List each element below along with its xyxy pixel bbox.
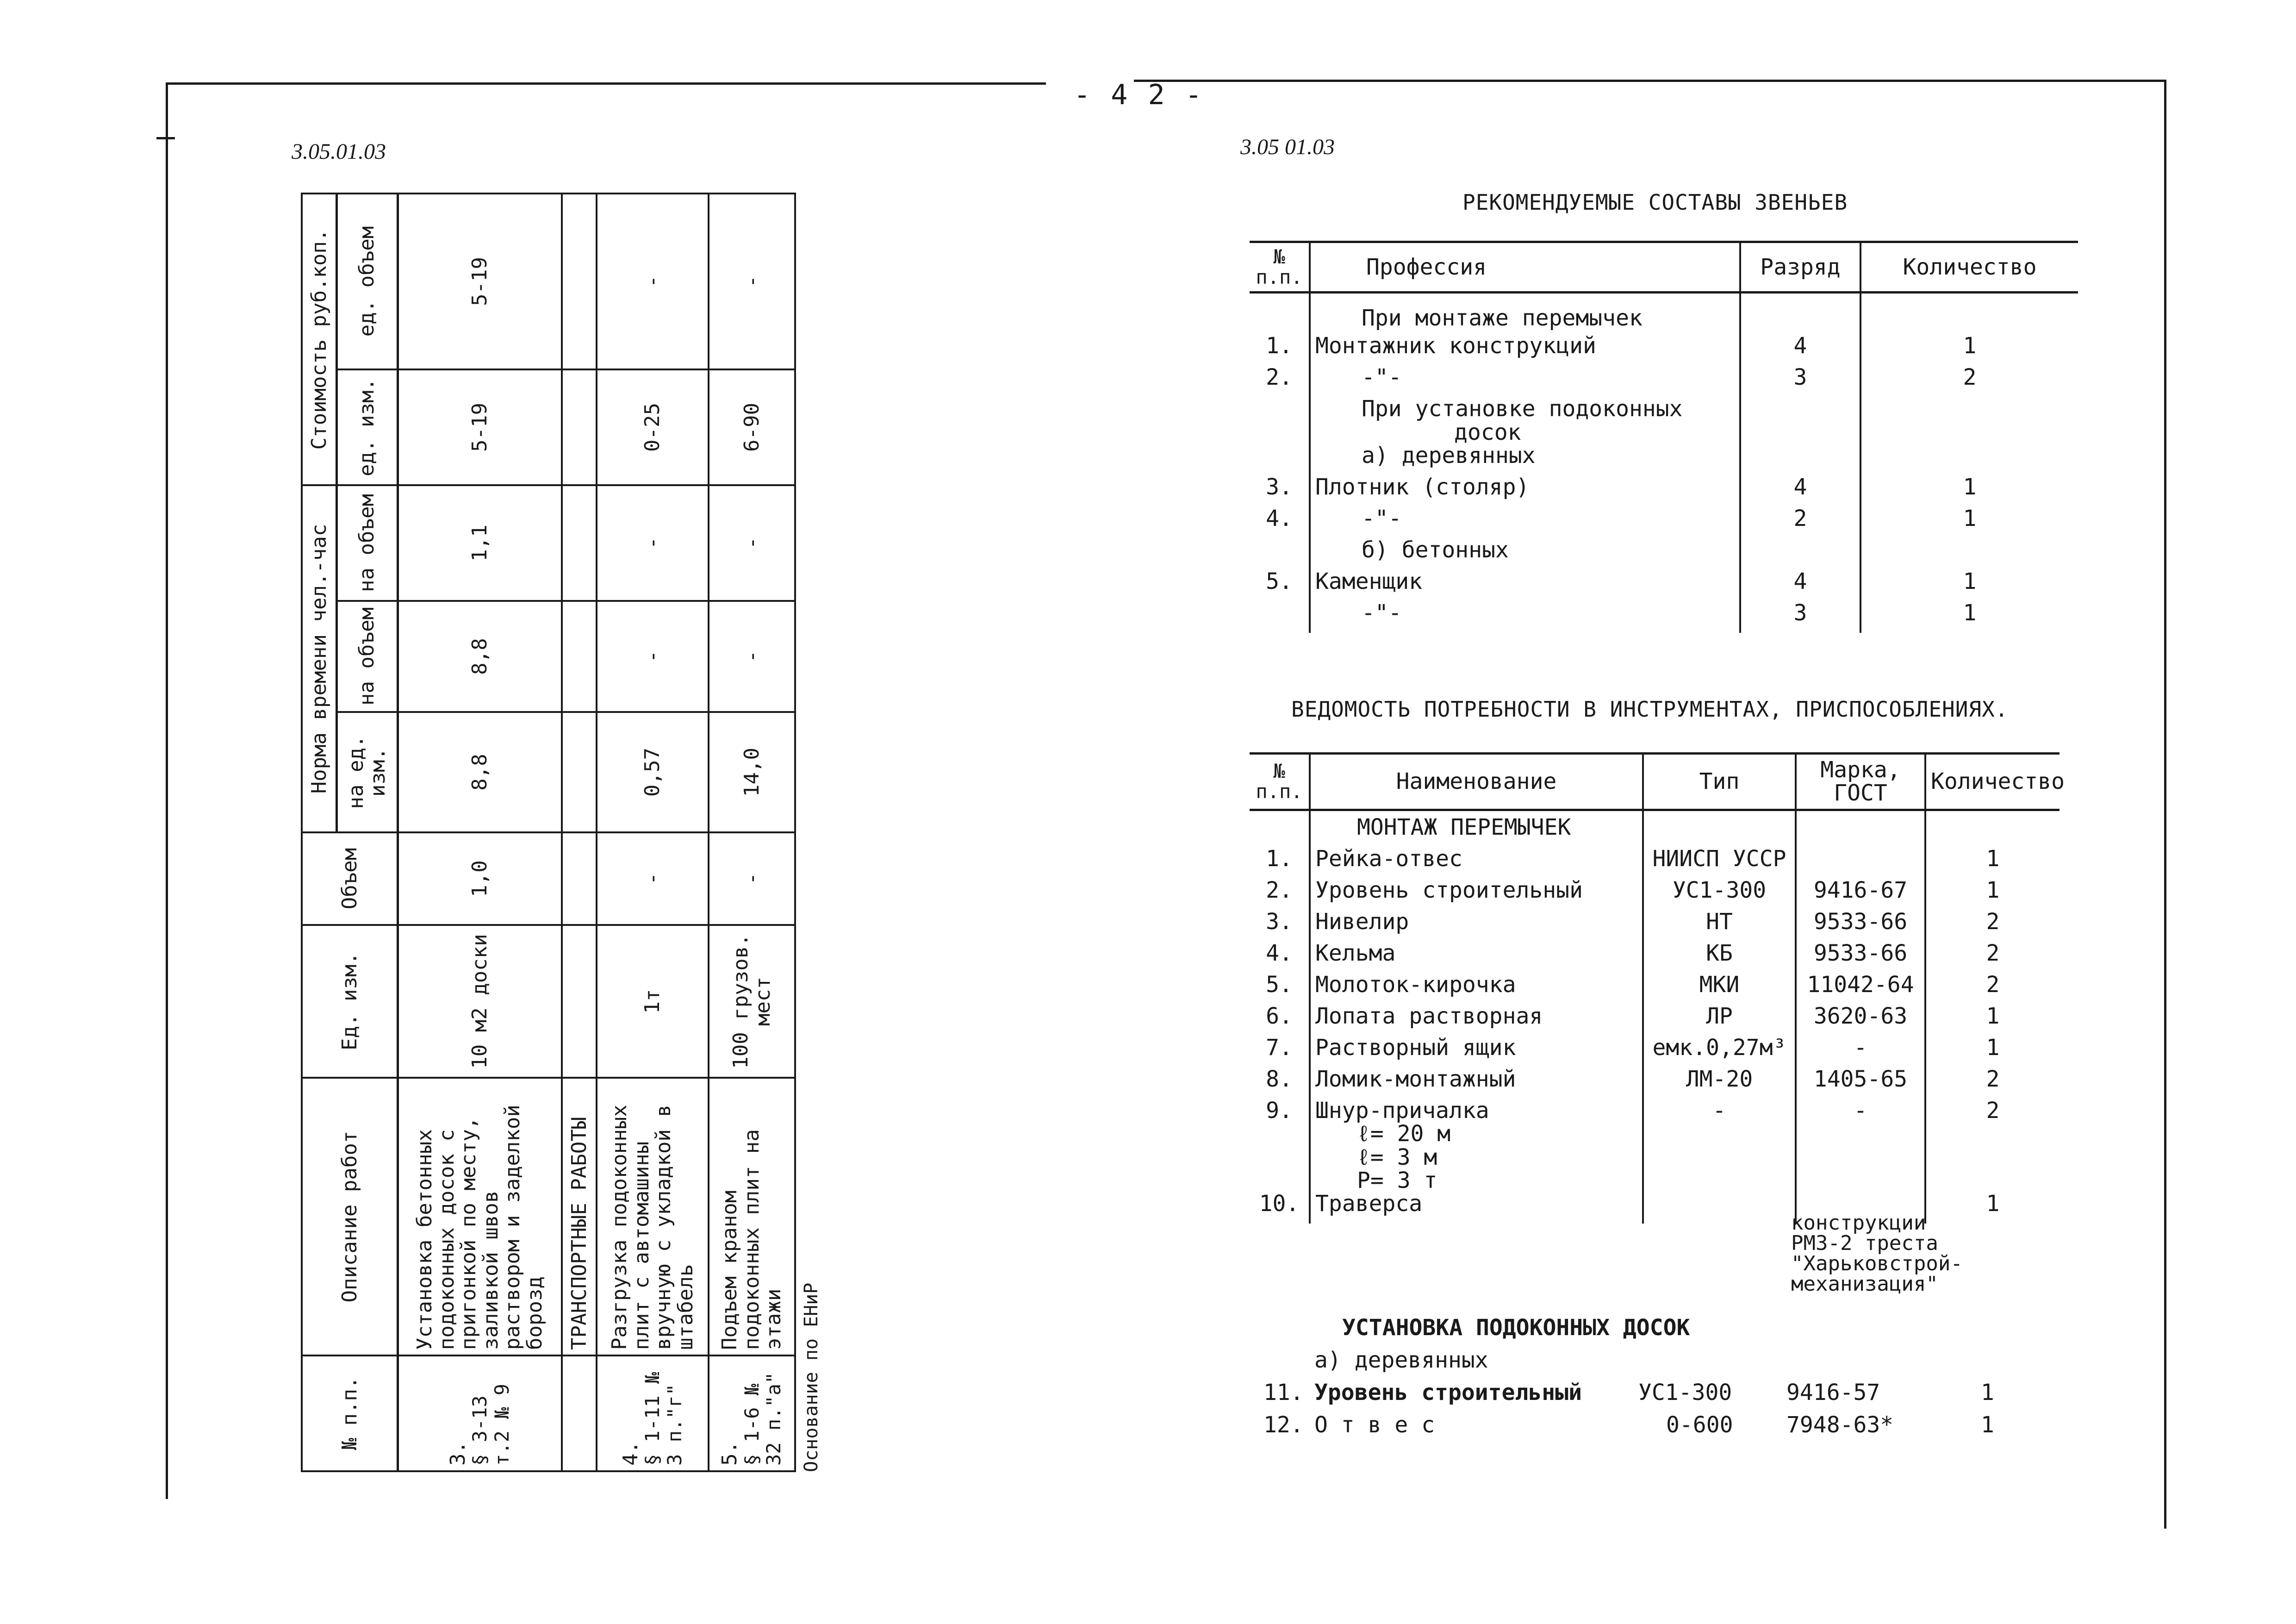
row-norm-unit: 14,0 — [709, 712, 795, 832]
row-volume: - — [709, 832, 795, 925]
header-norm-vol2: на объем — [336, 485, 398, 601]
cord-length-2: ℓ= 3 м — [1357, 1144, 1437, 1170]
tools-section2a: а) деревянных — [1314, 1347, 1488, 1373]
crew-profession: Плотник (столяр) — [1310, 475, 1740, 507]
tool-mark: 3620-63 — [1796, 1005, 1925, 1036]
tool-type: 0-600 — [1666, 1412, 1733, 1438]
crew-profession: -"- — [1310, 601, 1740, 633]
row-description: Установка бетонных подоконных досок с пригонкой по месту, заливкой швов раствором и заделкой борозд — [398, 1078, 562, 1355]
tool-qty: 1 — [1925, 847, 2060, 879]
crew-grade: 4 — [1740, 334, 1860, 366]
tool-qty: 2 — [1925, 973, 2060, 1005]
row-norm-vol: - — [709, 601, 795, 712]
crew-table — [1250, 241, 2078, 633]
frame-top-right — [1134, 80, 2166, 82]
row-num: 5. — [718, 1441, 742, 1466]
tool-name: Ломик-монтажный — [1310, 1068, 1643, 1099]
table-row — [1250, 475, 2078, 507]
row-norm-unit: 8,8 — [398, 712, 562, 832]
tool-name: Лопата растворная — [1310, 1005, 1643, 1036]
tool-type: емк.0,27м³ — [1643, 1036, 1796, 1068]
tool-num: 8. — [1250, 1068, 1310, 1099]
table-row — [398, 194, 562, 1471]
crew-table-title: РЕКОМЕНДУЕМЫЕ СОСТАВЫ ЗВЕНЬЕВ — [1462, 190, 1848, 215]
row-description: Разгрузка подоконных плит с автомашины вручную с укладкой в штабель — [597, 1078, 709, 1355]
row-norm-vol2: 1,1 — [398, 485, 562, 601]
tool-name: Уровень строительный — [1310, 879, 1643, 910]
crew-header-grade: Разряд — [1740, 242, 1860, 293]
header-volume: Объем — [302, 832, 398, 925]
tool-num: 12. — [1263, 1412, 1304, 1438]
row-norm-unit: 0,57 — [597, 712, 709, 832]
header-norm-group: Норма времени чел.-час — [302, 485, 336, 832]
row-norm-vol: - — [597, 601, 709, 712]
row-norm-vol2: - — [709, 485, 795, 601]
tool-qty: 1 — [1981, 1380, 1994, 1405]
crew-sub4: б) бетонных — [1310, 538, 1740, 570]
table-row — [1250, 910, 2060, 942]
crew-grade: 2 — [1740, 507, 1860, 538]
section-row — [562, 194, 597, 1471]
crew-grade: 3 — [1740, 366, 1860, 397]
tools-table — [1250, 752, 2065, 1224]
table-row — [1250, 847, 2060, 879]
crew-qty: 1 — [1860, 601, 2078, 633]
crew-qty: 2 — [1860, 366, 2078, 397]
basis-header-note — [801, 1283, 822, 1472]
table-row — [709, 194, 795, 1471]
page-number: - 4 2 - — [1074, 79, 1204, 111]
table-row — [1250, 1005, 2060, 1036]
row-basis: § 1-11 № 3 п."г" — [641, 1372, 686, 1466]
tools-section2: УСТАНОВКА ПОДОКОННЫХ ДОСОК — [1342, 1315, 1690, 1341]
row-description: Подъем краном подоконных плит на этажи — [709, 1078, 795, 1355]
tools-header-name: Наименование — [1310, 754, 1643, 810]
tool-row-11 — [1250, 1380, 2060, 1412]
tools-header-type: Тип — [1643, 754, 1796, 810]
crew-grade: 3 — [1740, 601, 1860, 633]
crew-qty: 1 — [1860, 475, 2078, 507]
header-cost-vol: ед. объем — [336, 194, 398, 369]
crew-num: 5. — [1250, 570, 1310, 601]
row-volume: 1,0 — [398, 832, 562, 925]
row-cost-vol: - — [597, 194, 709, 369]
section-row — [1250, 810, 2060, 847]
crew-qty: 1 — [1860, 507, 2078, 538]
header-cost-group: Стоимость руб.коп. — [302, 194, 336, 485]
crew-grade: 4 — [1740, 475, 1860, 507]
tools-section1: МОНТАЖ ПЕРЕМЫЧЕК — [1310, 810, 1643, 847]
rotated-norms-table — [301, 194, 822, 1472]
crew-num: 3. — [1250, 475, 1310, 507]
row-basis: § 1-6 № 32 п."а" — [740, 1372, 785, 1466]
tool-num: 4. — [1250, 942, 1310, 973]
tool-num: 7. — [1250, 1036, 1310, 1068]
doc-code-left: 3.05.01.03 — [292, 139, 386, 164]
tool-num: 9. — [1250, 1099, 1310, 1193]
header-cost-unit: ед. изм. — [336, 369, 398, 485]
crew-profession: Каменщик — [1310, 570, 1740, 601]
frame-tick — [156, 137, 175, 139]
tool-qty: 2 — [1925, 910, 2060, 942]
tool-name: Растворный ящик — [1310, 1036, 1643, 1068]
crew-num: 2. — [1250, 366, 1310, 397]
tool-type: - — [1643, 1099, 1796, 1193]
crew-sub2a: При установке подоконных — [1362, 396, 1683, 422]
tools-header-mark: Марка, ГОСТ — [1796, 754, 1925, 810]
row-cost-unit: 6-90 — [709, 369, 795, 485]
header-basis: Основание по ЕНиР — [801, 1282, 822, 1472]
row-volume: - — [597, 832, 709, 925]
header-norm-unit: на ед. изм. — [336, 712, 398, 832]
table-row — [1250, 942, 2060, 973]
tool-mark — [1796, 847, 1925, 879]
crew-header-qty: Количество — [1860, 242, 2078, 293]
tool-name: Молоток-кирочка — [1310, 973, 1643, 1005]
row-unit: 100 грузов. мест — [709, 925, 795, 1078]
table-row — [1250, 601, 2078, 633]
crew-num — [1250, 601, 1310, 633]
crew-qty: 1 — [1860, 334, 2078, 366]
crew-num: 1. — [1250, 334, 1310, 366]
tool-name: Уровень строительный — [1314, 1380, 1582, 1405]
tool-mark: 1405-65 — [1796, 1068, 1925, 1099]
crew-profession: -"- — [1310, 366, 1740, 397]
tool-num: 6. — [1250, 1005, 1310, 1036]
table-row — [1250, 1036, 2060, 1068]
tool-qty: 1 — [1981, 1412, 1994, 1438]
table-row — [1250, 507, 2078, 538]
tool-type: УС1-300 — [1643, 879, 1796, 910]
tool-qty: 1 — [1925, 879, 2060, 910]
tool-type: НТ — [1643, 910, 1796, 942]
row-cost-unit: 0-25 — [597, 369, 709, 485]
tool-type: УС1-300 — [1638, 1380, 1732, 1405]
sub-heading-row — [1250, 538, 2078, 570]
section-transport: ТРАНСПОРТНЫЕ РАБОТЫ — [562, 1078, 597, 1355]
frame-right — [2164, 80, 2166, 1529]
header-norm-vol: на объем — [336, 601, 398, 712]
crew-profession: -"- — [1310, 507, 1740, 538]
cord-length: ℓ= 20 м — [1357, 1121, 1451, 1147]
header-num: № п.п. — [302, 1355, 398, 1471]
tool-mark: - — [1796, 1099, 1925, 1193]
row-unit: 10 м2 доски — [398, 925, 562, 1078]
table-row — [1250, 570, 2078, 601]
tools-header-qty: Количество — [1925, 754, 2060, 810]
row-basis: § 3-13 т.2 № 9 — [468, 1383, 513, 1466]
doc-code-right: 3.05 01.03 — [1240, 135, 1335, 159]
tools-header-num: № п.п. — [1250, 754, 1310, 810]
tool-mark: 7948-63* — [1786, 1412, 1894, 1438]
tool-type: МКИ — [1643, 973, 1796, 1005]
tool-num: 3. — [1250, 910, 1310, 942]
tool-qty: 2 — [1925, 1068, 2060, 1099]
tool-mark: 9416-57 — [1786, 1380, 1880, 1405]
row-norm-vol: 8,8 — [398, 601, 562, 712]
row-norm-vol2: - — [597, 485, 709, 601]
header-unit: Ед. изм. — [302, 925, 398, 1078]
tool-type: ЛР — [1643, 1005, 1796, 1036]
crew-header-num: № п.п. — [1250, 242, 1310, 293]
tool-num: 10. — [1250, 1192, 1310, 1224]
crew-num: 4. — [1250, 507, 1310, 538]
tool-mark: 9533-66 — [1796, 910, 1925, 942]
tool-type: НИИСП УССР — [1643, 847, 1796, 879]
tool-name: Шнур-причалка — [1315, 1097, 1489, 1124]
crew-qty: 1 — [1860, 570, 2078, 601]
table-row — [1250, 366, 2078, 397]
crew-profession: Монтажник конструкций — [1310, 334, 1740, 366]
tool-num: 1. — [1250, 847, 1310, 879]
row-cost-vol: 5-19 — [398, 194, 562, 369]
tool-qty: 2 — [1925, 942, 2060, 973]
frame-left — [166, 82, 168, 1499]
traverse-mark: конструкции РМЗ-2 треста "Харьковстрой- механизация" — [1791, 1211, 1963, 1296]
crew-sub3: а) деревянных — [1310, 444, 1740, 475]
tool-name: Кельма — [1310, 942, 1643, 973]
tool-name: О т в е с — [1314, 1412, 1435, 1438]
norms-table — [301, 193, 796, 1472]
crew-grade: 4 — [1740, 570, 1860, 601]
cord-load: P= 3 т — [1357, 1167, 1437, 1193]
sub-heading-row — [1250, 444, 2078, 475]
row-cost-unit: 5-19 — [398, 369, 562, 485]
tool-num: 11. — [1263, 1380, 1304, 1405]
table-row — [1250, 973, 2060, 1005]
tool-name: Траверса — [1310, 1192, 1643, 1224]
tool-row-12 — [1250, 1412, 2060, 1444]
row-unit: 1т — [597, 925, 709, 1078]
table-row — [597, 194, 709, 1471]
tool-type: ЛМ-20 — [1643, 1068, 1796, 1099]
frame-top-left — [167, 82, 1046, 85]
crew-sub2b: досок — [1454, 419, 1521, 445]
tool-num: 5. — [1250, 973, 1310, 1005]
tool-name: Рейка-отвес — [1310, 847, 1643, 879]
crew-header-profession: Профессия — [1310, 242, 1740, 293]
tool-qty: 1 — [1925, 1005, 2060, 1036]
tool-type: КБ — [1643, 942, 1796, 973]
tool-num: 2. — [1250, 879, 1310, 910]
tool-mark: 11042-64 — [1796, 973, 1925, 1005]
tool-mark: 9416-67 — [1796, 879, 1925, 910]
row-num: 4. — [618, 1441, 642, 1466]
header-description: Описание работ — [302, 1078, 398, 1355]
crew-sub1: При монтаже перемычек — [1310, 293, 1740, 335]
table-row — [1250, 1068, 2060, 1099]
tool-qty: 1 — [1925, 1036, 2060, 1068]
row-num: 3. — [446, 1441, 470, 1466]
row-cost-vol: - — [709, 194, 795, 369]
tool-qty: 2 — [1925, 1099, 2060, 1193]
table-row — [1250, 334, 2078, 366]
tool-name: Нивелир — [1310, 910, 1643, 942]
sub-heading-row — [1250, 397, 2078, 444]
tool-mark: 9533-66 — [1796, 942, 1925, 973]
tools-table-title: ВЕДОМОСТЬ ПОТРЕБНОСТИ В ИНСТРУМЕНТАХ, ПРИСПОСОБЛЕНИЯХ. — [1291, 697, 2009, 722]
tool-mark: - — [1796, 1036, 1925, 1068]
table-row — [1250, 1099, 2060, 1193]
sub-heading-row — [1250, 293, 2078, 335]
tool-qty: 1 — [1925, 1192, 2060, 1224]
table-row — [1250, 879, 2060, 910]
